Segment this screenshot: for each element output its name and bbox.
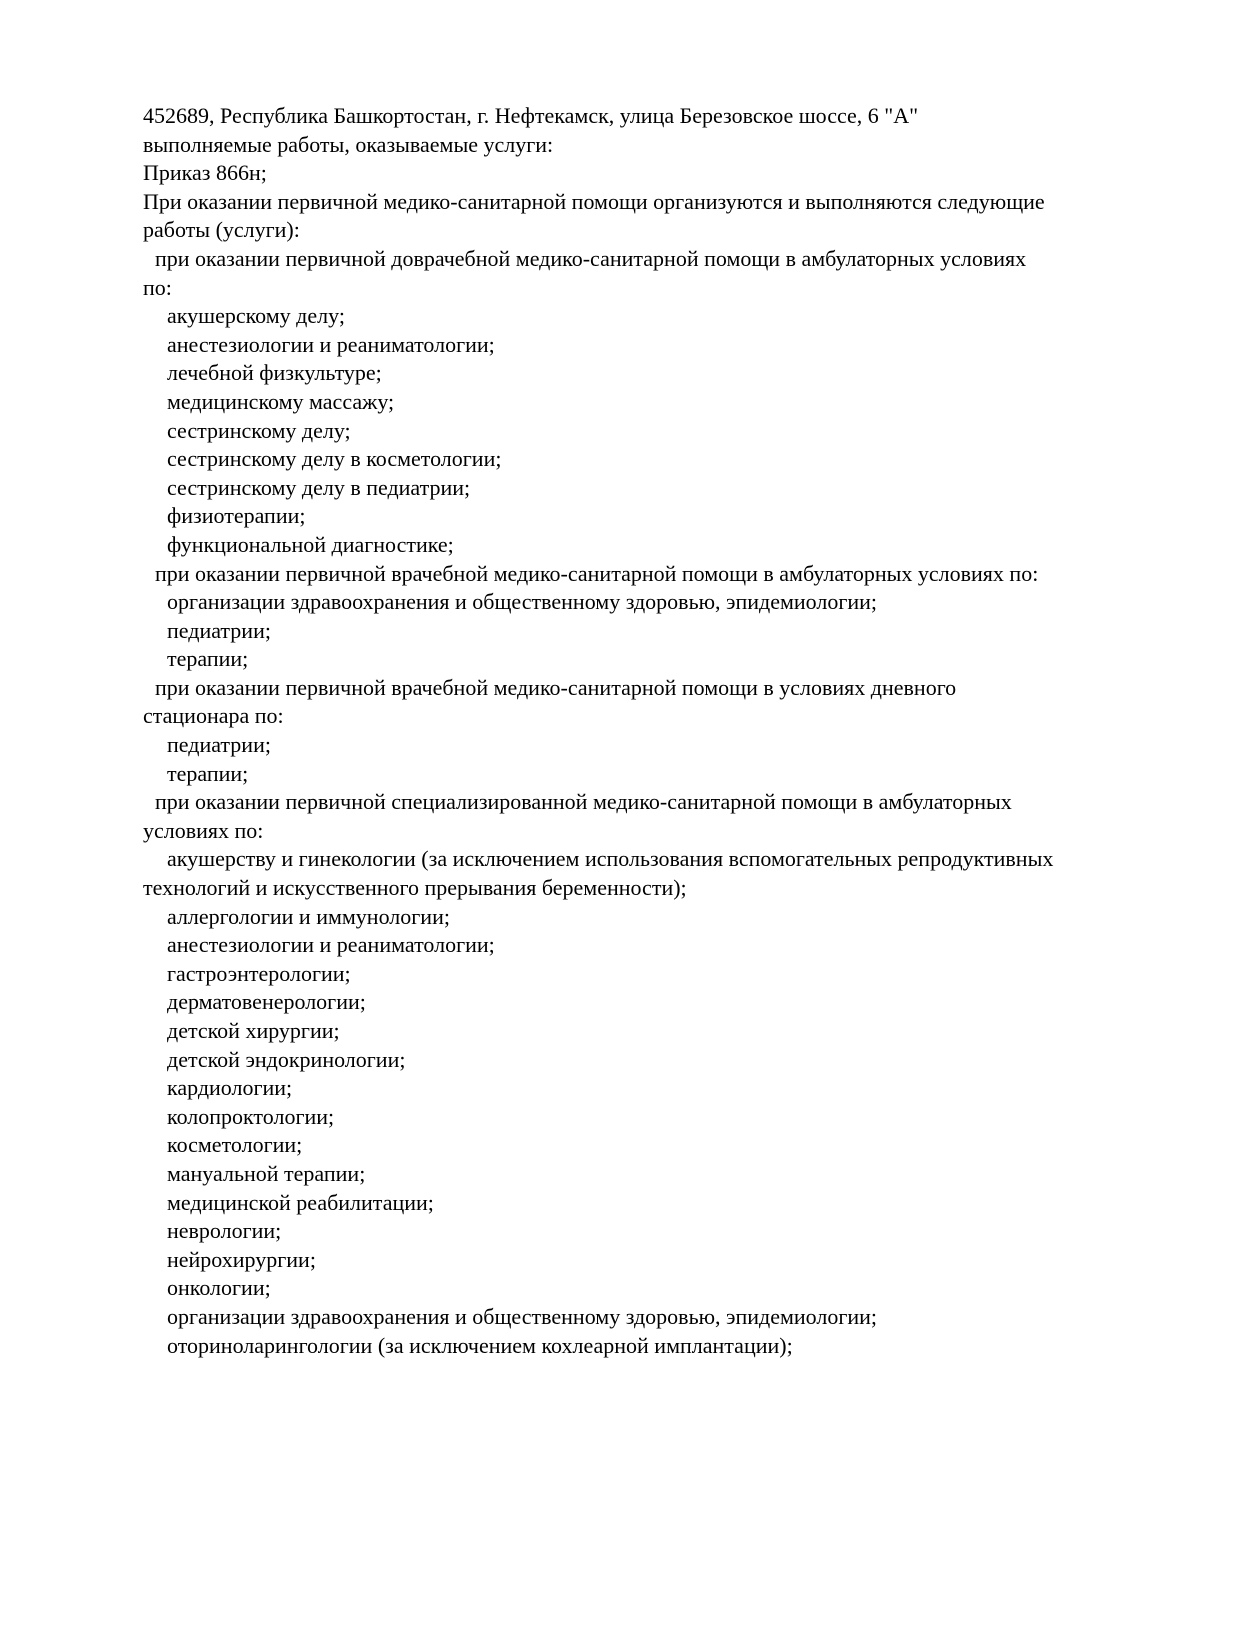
section-title: стационара по: [143, 703, 284, 729]
section-title: при оказании первичной специализированной медико-санитарной помощи в амбулаторных [155, 789, 1012, 815]
list-item: колопроктологии; [167, 1103, 335, 1129]
section-title: при оказании первичной врачебной медико-санитарной помощи в амбулаторных условиях по: [155, 560, 1039, 586]
list-item: гастроэнтерологии; [167, 960, 351, 986]
list-item: педиатрии; [167, 617, 271, 643]
list-item: анестезиологии и реаниматологии; [167, 932, 495, 958]
list-item: онкологии; [167, 1275, 271, 1301]
list-item: мануальной терапии; [167, 1160, 366, 1186]
list-item: неврологии; [167, 1218, 282, 1244]
list-item: технологий и искусственного прерывания беременности); [143, 875, 687, 901]
address-line: 452689, Республика Башкортостан, г. Нефтекамск, улица Березовское шоссе, 6 "А" [143, 103, 919, 128]
list-item: сестринскому делу в педиатрии; [167, 474, 471, 500]
section-title: при оказании первичной врачебной медико-санитарной помощи в условиях дневного [155, 674, 957, 700]
intro-text: работы (услуги): [143, 217, 300, 243]
list-item: дерматовенерологии; [167, 989, 366, 1015]
list-item: косметологии; [167, 1132, 303, 1158]
list-item: физиотерапии; [167, 503, 306, 529]
list-item: функциональной диагностике; [167, 531, 454, 557]
list-item: сестринскому делу; [167, 417, 351, 443]
works-header: выполняемые работы, оказываемые услуги: [143, 131, 554, 157]
list-item: терапии; [167, 760, 249, 786]
list-item: нейрохирургии; [167, 1246, 316, 1272]
section-title: условиях по: [143, 817, 264, 843]
order-reference: Приказ 866н; [143, 160, 267, 186]
intro-text: При оказании первичной медико-санитарной помощи организуются и выполняются следующие [143, 188, 1045, 214]
list-item: медицинскому массажу; [167, 388, 395, 414]
list-item: акушерству и гинекологии (за исключением использования вспомогательных репродуктивных [167, 846, 1054, 872]
section-title: при оказании первичной доврачебной медико-санитарной помощи в амбулаторных условиях [155, 245, 1027, 271]
list-item: детской хирургии; [167, 1018, 340, 1043]
list-item: педиатрии; [167, 732, 271, 758]
list-item: оториноларингологии (за исключением кохлеарной имплантации); [167, 1332, 793, 1358]
document-page [143, 102, 1143, 1360]
list-item: акушерскому делу; [167, 303, 345, 329]
list-item: сестринскому делу в косметологии; [167, 446, 502, 472]
list-item: медицинской реабилитации; [167, 1189, 434, 1215]
section-title: по: [143, 274, 172, 300]
list-item: аллергологии и иммунологии; [167, 903, 450, 929]
list-item: терапии; [167, 646, 249, 672]
list-item: лечебной физкультуре; [167, 360, 382, 386]
list-item: организации здравоохранения и общественному здоровью, эпидемиологии; [167, 589, 878, 615]
list-item: детской эндокринологии; [167, 1046, 406, 1072]
list-item: анестезиологии и реаниматологии; [167, 331, 495, 357]
list-item: организации здравоохранения и общественному здоровью, эпидемиологии; [167, 1303, 878, 1329]
list-item: кардиологии; [167, 1075, 293, 1101]
